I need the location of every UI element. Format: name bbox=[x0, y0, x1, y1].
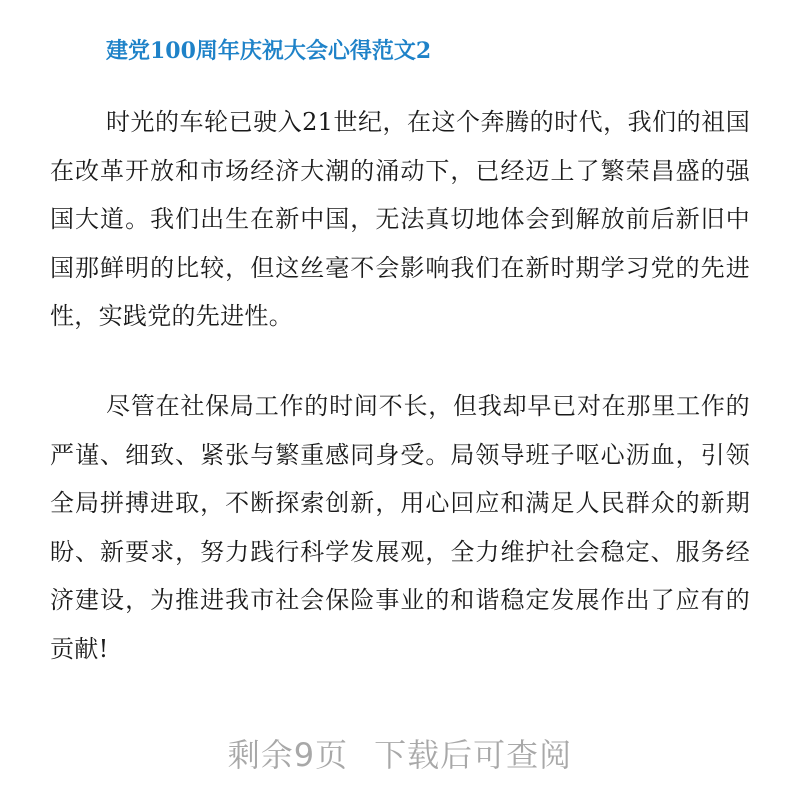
download-prompt-text[interactable]: 下载后可查阅 bbox=[374, 736, 573, 774]
paragraph-2: 尽管在社保局工作的时间不长，但我却早已对在那里工作的严谨、细致、紧张与繁重感同身受。局领导班子呕心沥血，引领全局拼搏进取，不断探索创新，用心回应和满足人民群众的新期盼、新要求，努力践行科学发展观，全力维护社会稳定、服务经济建设，为推进我市社会保险事业的和谐稳定发展作出了应有的贡献! bbox=[50, 392, 750, 663]
download-notice[interactable] bbox=[0, 732, 800, 778]
paragraph-1: 时光的车轮已驶入21世纪，在这个奔腾的时代，我们的祖国在改革开放和市场经济大潮的涌动下，已经迈上了繁荣昌盛的强国大道。我们出生在新中国，无法真切地体会到解放前后新旧中国那鲜明的比较，但这丝毫不会影响我们在新时期学习党的先进性，实践党的先进性。 bbox=[50, 108, 750, 330]
remaining-pages-text[interactable]: 剩余9页 bbox=[227, 736, 349, 774]
document-title: 建党100周年庆祝大会心得范文2 bbox=[106, 38, 432, 64]
